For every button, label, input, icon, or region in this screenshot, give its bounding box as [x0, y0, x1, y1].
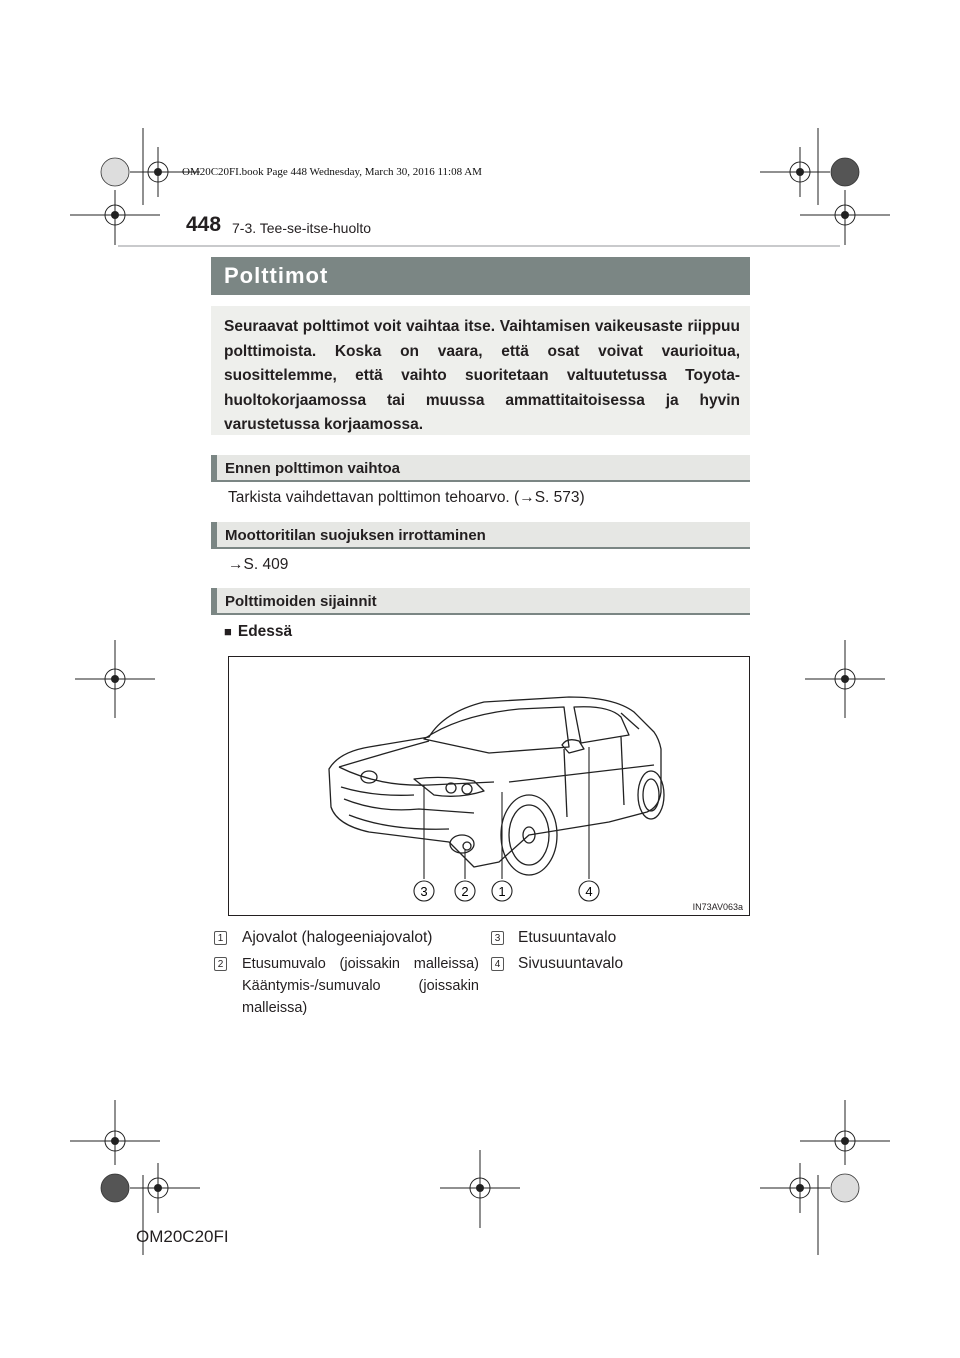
- figure-code: IN73AV063a: [692, 902, 743, 912]
- car-drawing: [229, 657, 749, 915]
- footer-code: OM20C20FI: [136, 1227, 229, 1246]
- legend-num-2: 2: [214, 957, 227, 971]
- callout-2: [455, 881, 475, 901]
- car-illustration: [228, 656, 750, 916]
- legend-text-3: Etusuuntavalo: [518, 929, 617, 946]
- heading-bulb-locations: Polttimoiden sijainnit: [211, 588, 750, 615]
- legend-text-4: Sivusuuntavalo: [518, 955, 624, 972]
- header-rule: [118, 245, 840, 247]
- heading-before-replacing: Ennen polttimon vaihtoa: [211, 455, 750, 482]
- section-title: 7-3. Tee-se-itse-huolto: [232, 220, 372, 236]
- svg-text:4: 4: [585, 884, 593, 899]
- heading-engine-cover: Moottoritilan suojuksen irrottaminen: [211, 522, 750, 549]
- legend-num-3: 3: [491, 931, 504, 945]
- before-replacing-text[interactable]: Tarkista vaihdettavan polttimon tehoarvo. (→S. 573): [228, 489, 585, 506]
- subsection-label: Edessä: [237, 623, 293, 640]
- callout-1: [492, 881, 512, 901]
- page-number: 448: [186, 213, 222, 236]
- legend-num-4: 4: [491, 957, 504, 971]
- subsection-front: [224, 623, 292, 641]
- engine-cover-text[interactable]: →S. 409: [228, 556, 289, 573]
- svg-text:1: 1: [498, 884, 506, 899]
- page-title: Polttimot: [211, 257, 750, 295]
- svg-text:2: 2: [461, 884, 469, 899]
- intro-box: Seuraavat polttimot voit vaihtaa itse. Vaihtamisen vaikeusaste riippuu polttimoista. Koska on vaara, että osat voivat vaurioitua, suosittelemme, että vaihto suoritetaan valtuutetussa Toyota-huoltokorjaamossa tai muussa ammattitaitoisessa ja hyvin varustetussa korjaamossa.: [211, 306, 750, 435]
- bullet-icon: ■: [224, 624, 232, 639]
- legend-num-1: 1: [214, 931, 227, 945]
- svg-text:3: 3: [420, 884, 428, 899]
- legend-text-2: Etusumuvalo (joissakin malleissa) Kääntymis-/sumuvalo (joissakin malleissa): [242, 956, 479, 1016]
- callout-4: [579, 881, 599, 901]
- callout-3: [414, 881, 434, 901]
- book-info-line: OM20C20FI.book Page 448 Wednesday, March 30, 2016 11:08 AM: [182, 166, 482, 178]
- legend-text-1: Ajovalot (halogeeniajovalot): [242, 929, 433, 946]
